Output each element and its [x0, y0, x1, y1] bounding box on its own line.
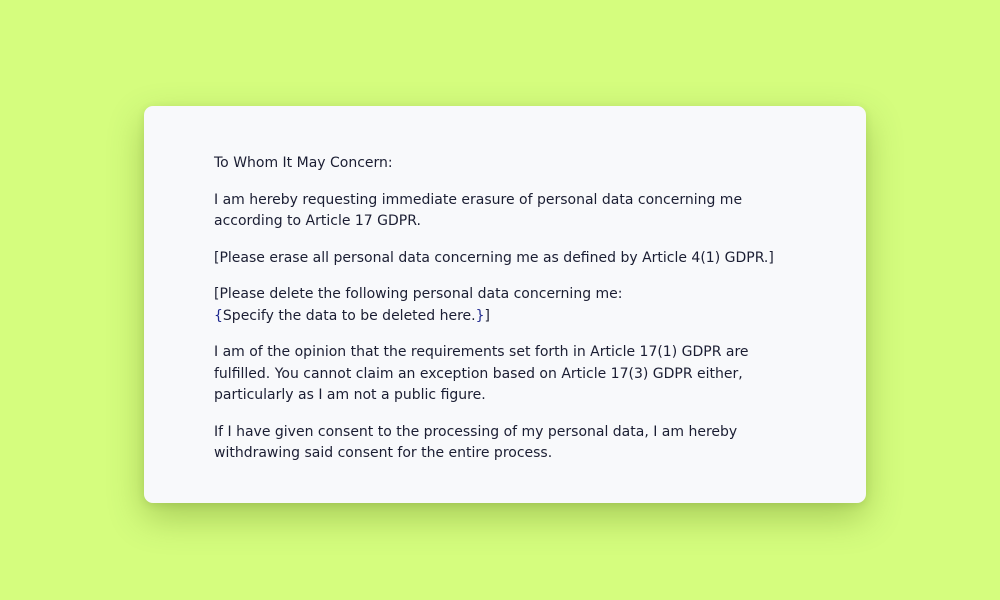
- letter-card: [144, 106, 866, 503]
- placeholder-close-brace: }: [475, 307, 485, 324]
- placeholder-open-brace: {: [214, 307, 223, 324]
- delete-specific-option-paragraph: [214, 284, 806, 327]
- letter-body: [214, 153, 806, 465]
- consent-withdrawal-paragraph: If I have given consent to the processing of my personal data, I am hereby withdrawing said consent for the entire process.: [214, 423, 738, 461]
- requirements-paragraph: I am of the opinion that the requirements set forth in Article 17(1) GDPR are fulfilled. You cannot claim an exception based on Article 17(3) GDPR either, particularly as I am not a public figure.: [214, 344, 749, 403]
- delete-specific-closing-bracket: ]: [484, 307, 491, 324]
- erasure-request-paragraph: I am hereby requesting immediate erasure of personal data concerning me according to Article 17 GDPR.: [214, 191, 743, 229]
- erase-all-option-paragraph: [Please erase all personal data concerning me as defined by Article 4(1) GDPR.]: [214, 249, 774, 266]
- data-to-delete-placeholder: Specify the data to be deleted here.: [222, 307, 476, 324]
- delete-specific-intro: [Please delete the following personal data concerning me:: [214, 286, 623, 302]
- salutation: To Whom It May Concern:: [214, 155, 393, 171]
